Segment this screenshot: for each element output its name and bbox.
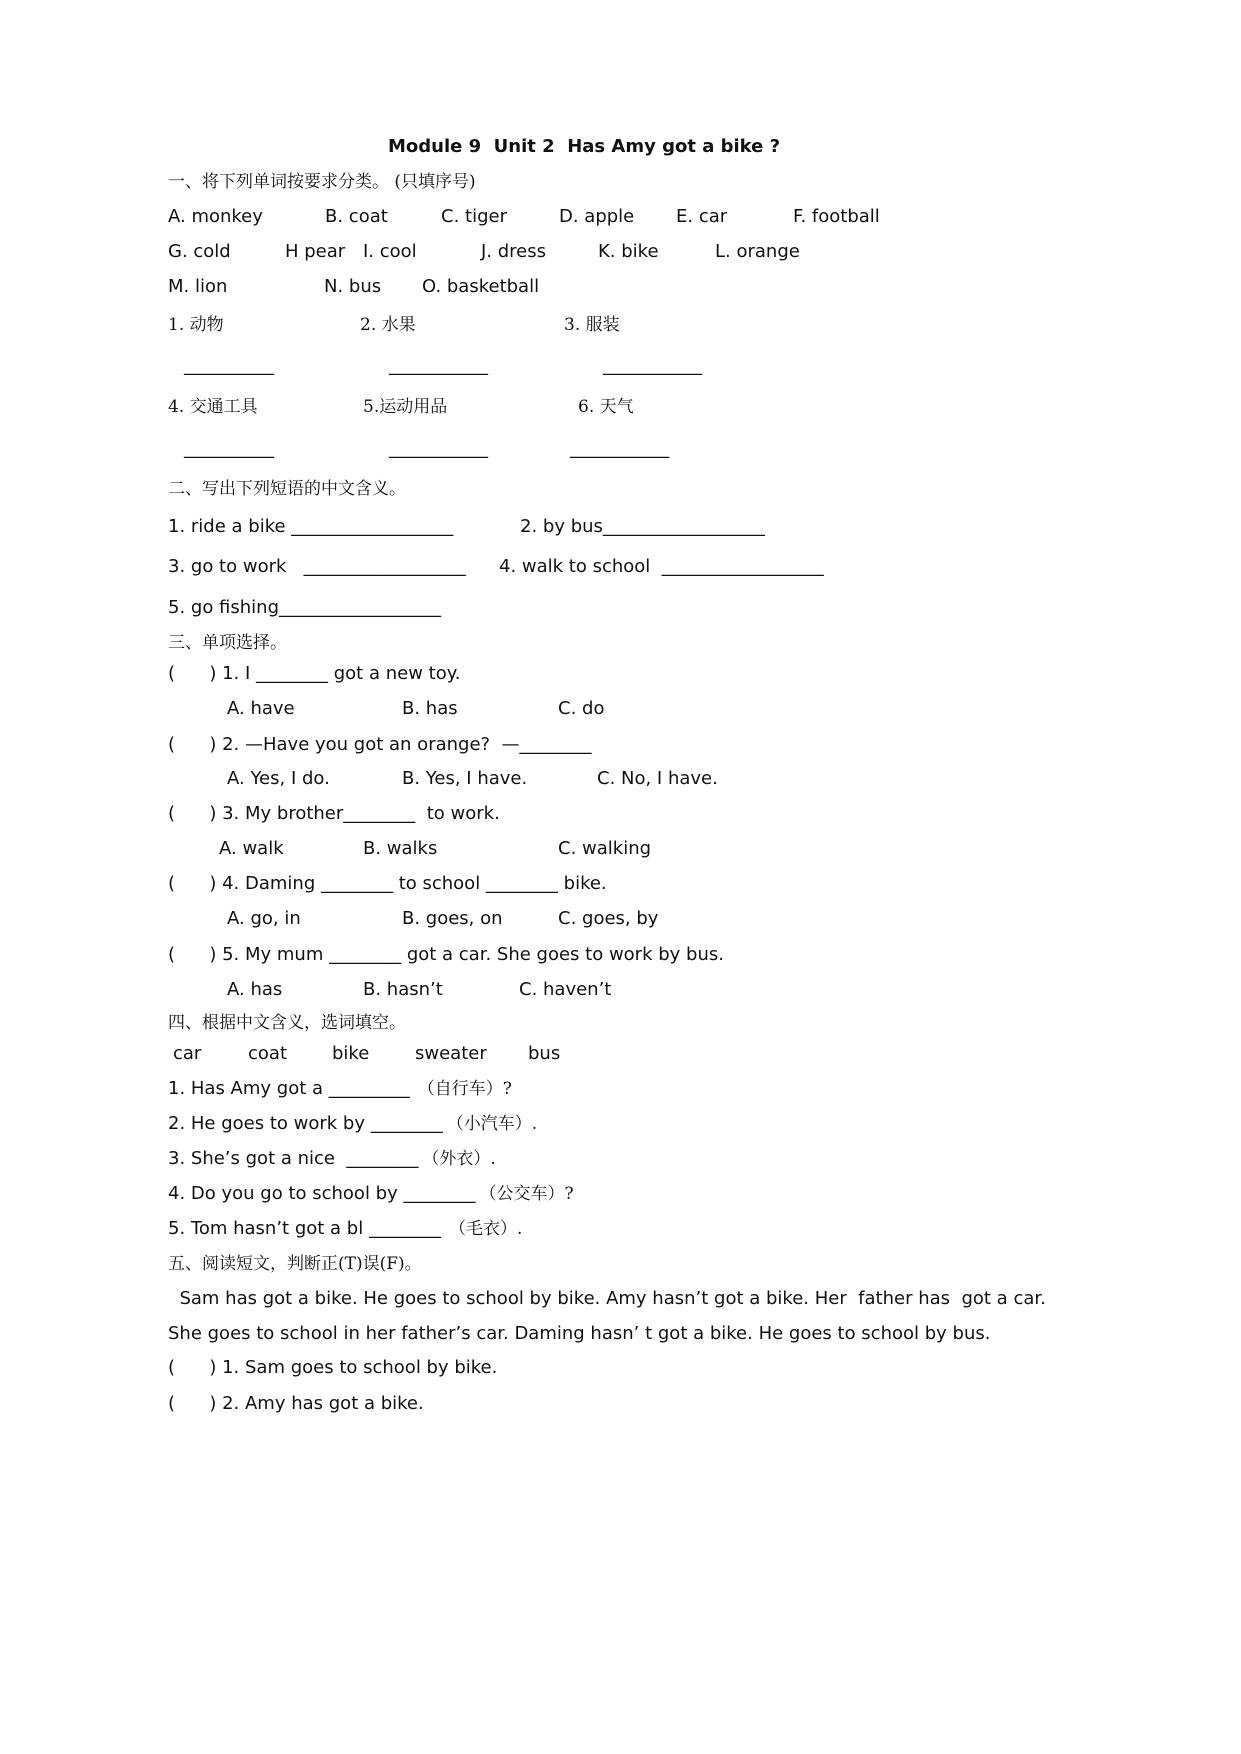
choice-option: A. go, in bbox=[227, 908, 301, 929]
section5-heading: 五、阅读短文，判断正(T)误(F)。 bbox=[168, 1254, 422, 1274]
fill-item: 1. Has Amy got a _________ （自行车）? bbox=[168, 1078, 512, 1099]
choice-option: B. has bbox=[402, 698, 458, 719]
question: ( ) 3. My brother________ to work. bbox=[168, 803, 500, 824]
category-label: 1. 动物 bbox=[168, 315, 224, 335]
choice-option: B. goes, on bbox=[402, 908, 503, 929]
answer-blank[interactable]: ___________ bbox=[389, 355, 488, 376]
choice-option: A. walk bbox=[219, 838, 284, 859]
word-option: M. lion bbox=[168, 276, 228, 297]
word-bank-item: bus bbox=[528, 1043, 561, 1064]
word-option: C. tiger bbox=[441, 206, 507, 227]
answer-blank[interactable]: ___________ bbox=[603, 355, 702, 376]
choice-option: C. haven’t bbox=[519, 979, 612, 1000]
question: ( ) 2. —Have you got an orange? —________ bbox=[168, 734, 592, 755]
section2-heading: 二、写出下列短语的中文含义。 bbox=[168, 479, 406, 499]
choice-option: A. has bbox=[227, 979, 283, 1000]
word-bank-item: coat bbox=[248, 1043, 287, 1064]
phrase-item: 5. go fishing__________________ bbox=[168, 597, 442, 618]
true-false-item: ( ) 1. Sam goes to school by bike. bbox=[168, 1357, 498, 1378]
choice-option: A. Yes, I do. bbox=[227, 768, 330, 789]
answer-blank[interactable]: __________ bbox=[184, 355, 274, 376]
section1-heading: 一、将下列单词按要求分类。 (只填序号) bbox=[168, 172, 476, 192]
word-option: G. cold bbox=[168, 241, 231, 262]
choice-option: B. Yes, I have. bbox=[402, 768, 528, 789]
question: ( ) 1. I ________ got a new toy. bbox=[168, 663, 461, 684]
page-title: Module 9 Unit 2 Has Amy got a bike ? bbox=[388, 136, 781, 157]
word-option: I. cool bbox=[363, 241, 417, 262]
phrase-item: 1. ride a bike __________________ bbox=[168, 516, 454, 537]
choice-option: C. walking bbox=[558, 838, 652, 859]
choice-option: B. walks bbox=[363, 838, 438, 859]
choice-option: C. goes, by bbox=[558, 908, 659, 929]
fill-item: 3. She’s got a nice ________ （外衣）. bbox=[168, 1148, 496, 1169]
word-option: F. football bbox=[793, 206, 880, 227]
word-option: E. car bbox=[676, 206, 728, 227]
section3-heading: 三、单项选择。 bbox=[168, 633, 287, 653]
question: ( ) 5. My mum ________ got a car. She goes to work by bus. bbox=[168, 944, 724, 965]
word-option: L. orange bbox=[715, 241, 800, 262]
fill-item: 2. He goes to work by ________ （小汽车）. bbox=[168, 1113, 538, 1134]
word-option: J. dress bbox=[481, 241, 547, 262]
choice-option: A. have bbox=[227, 698, 295, 719]
word-option: O. basketball bbox=[422, 276, 540, 297]
category-label: 5.运动用品 bbox=[363, 397, 448, 417]
category-label: 6. 天气 bbox=[578, 397, 634, 417]
reading-passage-line: Sam has got a bike. He goes to school by bike. Amy hasn’t got a bike. Her father has got a car. bbox=[168, 1288, 1046, 1309]
category-label: 3. 服装 bbox=[564, 315, 620, 335]
word-bank-item: car bbox=[173, 1043, 202, 1064]
choice-option: C. do bbox=[558, 698, 605, 719]
phrase-item: 4. walk to school __________________ bbox=[499, 556, 824, 577]
word-bank-item: bike bbox=[332, 1043, 370, 1064]
choice-option: C. No, I have. bbox=[597, 768, 718, 789]
category-label: 2. 水果 bbox=[360, 315, 416, 335]
word-option: D. apple bbox=[559, 206, 635, 227]
fill-item: 5. Tom hasn’t got a bl ________ （毛衣）. bbox=[168, 1218, 523, 1239]
word-option: K. bike bbox=[598, 241, 659, 262]
reading-passage-line: She goes to school in her father’s car. Daming hasn’ t got a bike. He goes to school by bus. bbox=[168, 1323, 991, 1344]
answer-blank[interactable]: ___________ bbox=[389, 438, 488, 459]
phrase-item: 2. by bus__________________ bbox=[520, 516, 765, 537]
section4-heading: 四、根据中文含义，选词填空。 bbox=[168, 1013, 406, 1033]
word-bank-item: sweater bbox=[415, 1043, 487, 1064]
true-false-item: ( ) 2. Amy has got a bike. bbox=[168, 1393, 424, 1414]
word-option: H pear bbox=[285, 241, 346, 262]
word-option: B. coat bbox=[325, 206, 388, 227]
word-option: A. monkey bbox=[168, 206, 263, 227]
choice-option: B. hasn’t bbox=[363, 979, 443, 1000]
question: ( ) 4. Daming ________ to school ________ bike. bbox=[168, 873, 607, 894]
answer-blank[interactable]: __________ bbox=[184, 438, 274, 459]
category-label: 4. 交通工具 bbox=[168, 397, 258, 417]
phrase-item: 3. go to work __________________ bbox=[168, 556, 466, 577]
fill-item: 4. Do you go to school by ________ （公交车）? bbox=[168, 1183, 574, 1204]
word-option: N. bus bbox=[324, 276, 382, 297]
answer-blank[interactable]: ___________ bbox=[570, 438, 669, 459]
